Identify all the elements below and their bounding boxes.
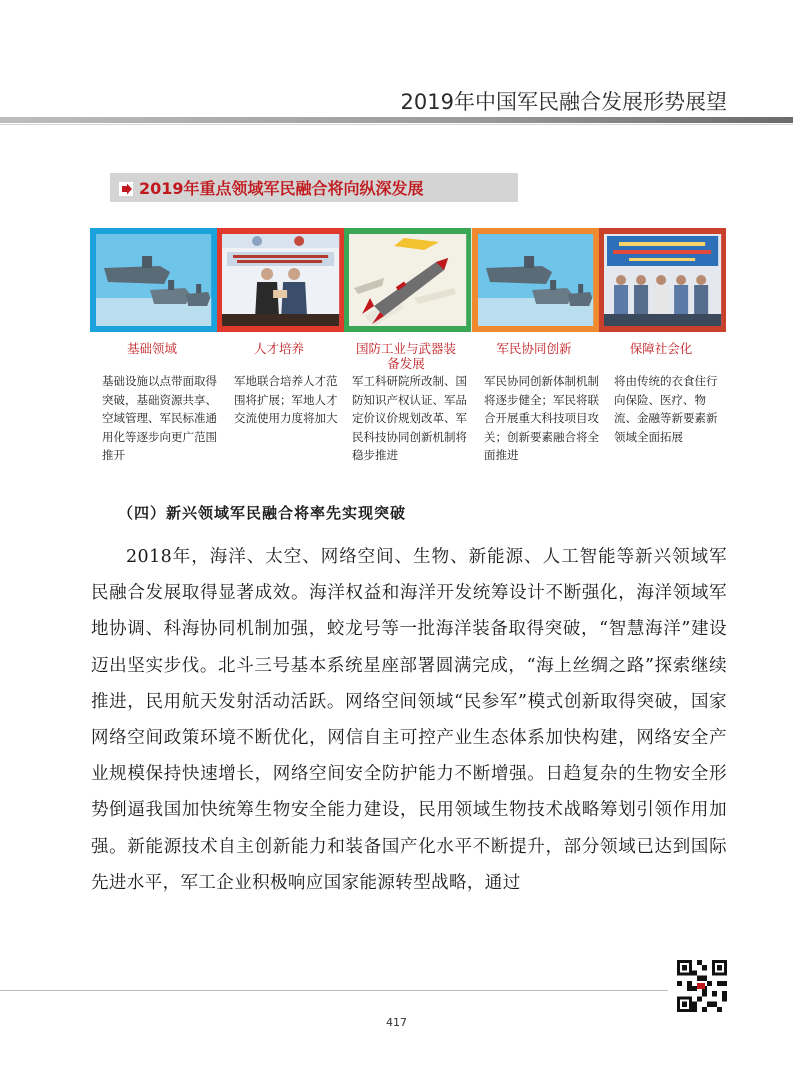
column-title-logistics: 保障社会化 [629,341,693,356]
section-banner [110,173,518,202]
footer-rule [0,990,668,991]
column-text-defense-industry: 军工科研院所改制、国防知识产权认证、军品定价议价规划改革、军民科技协同创新机制将稳步推进 [352,374,467,462]
running-header-title: 2019年中国军民融合发展形势展望 [400,90,727,114]
meeting-photo [599,228,726,332]
section-banner-title: 2019年重点领域军民融合将向纵深发展 [139,179,424,198]
signing-ceremony-photo [217,228,344,332]
qr-code-icon [677,960,727,1012]
warships-photo [90,228,217,332]
column-title-innovation: 军民协同创新 [496,341,572,356]
body-paragraph: 2018年，海洋、太空、网络空间、生物、新能源、人工智能等新兴领域军民融合发展取得显著成效。海洋权益和海洋开发统筹设计不断强化，海洋领域军地协调、科海协同机制加强，蛟龙号等一批海洋装备取得突破，“智慧海洋”建设迈出坚实步伐。北斗三号基本系统星座部署圆满完成，“海上丝绸之路”探索继续推进，民用航天发射活动活跃。网络空间领域“民参军”模式创新取得突破，国家网络空间政策环境不断优化，网信自主可控产业生态体系加快构建，网络安全产业规模保持快速增长，网络空间安全防护能力不断增强。日趋复杂的生物安全形势倒逼我国加快统筹生物安全能力建设，民用领域生物技术战略筹划引领作用加强。新能源技术自主创新能力和装备国产化水平不断提升，部分领域已达到国际先进水平，军工企业积极响应国家能源转型战略，通过 [91,547,727,893]
column-title-basic: 基础领域 [126,341,177,356]
warships-photo-2 [472,228,599,332]
header-rule [0,117,793,123]
column-text-logistics: 将由传统的衣食住行向保险、医疗、物流、金融等新要素新领域全面拓展 [614,374,718,444]
header-rule-thin [0,124,793,125]
arrow-right-icon [119,181,133,195]
column-text-innovation: 军民协同创新体制机制将逐步健全；军民将联合开展重大科技项目攻关；创新要素融合将全面推进 [484,374,599,462]
column-title-defense-industry: 国防工业与武器装备发展 [355,341,456,371]
column-title-talent: 人才培养 [253,341,304,356]
photo-strip [90,228,726,332]
section-subheading: （四）新兴领域军民融合将率先实现突破 [118,504,407,522]
column-text-talent: 军地联合培养人才范围将扩展；军地人才交流使用力度将加大 [234,374,338,425]
rocket-illustration [344,228,471,332]
page-number: 417 [386,1016,407,1029]
column-text-basic: 基础设施以点带面取得突破，基础资源共享、空域管理、军民标准通用化等逐步向更广范围推开 [102,374,217,462]
